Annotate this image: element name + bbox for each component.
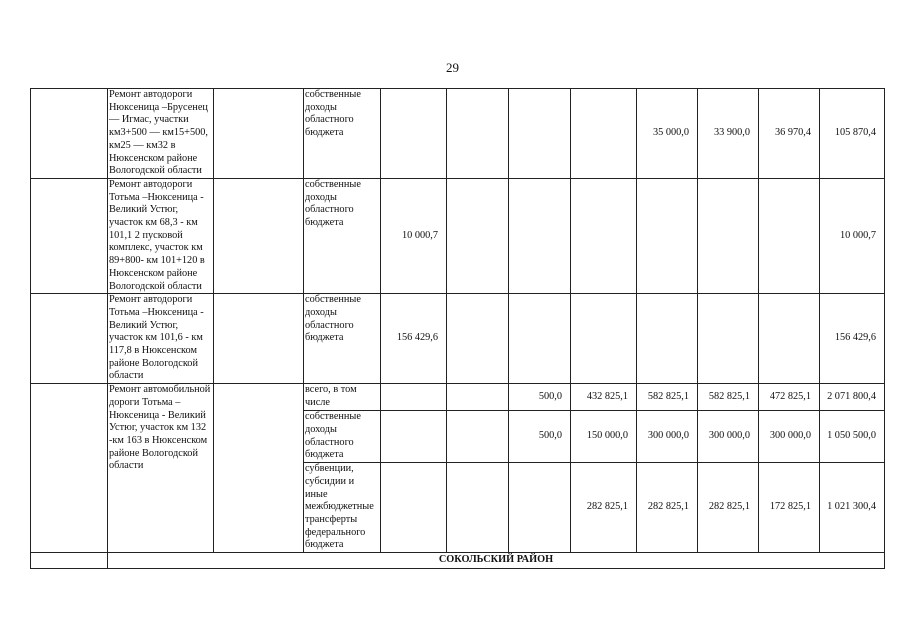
- value-cell: 1 050 500,0: [820, 411, 885, 463]
- object-name-cell: Ремонт автодороги Тотьма –Нюксеница - Великий Устюг, участок км 101,6 - км 117,8 в Нюксенском районе Вологодской области: [108, 294, 214, 384]
- value-cell: 36 970,4: [759, 89, 820, 179]
- funding-source-cell: всего, в том числе: [304, 384, 381, 411]
- value-cell: 582 825,1: [698, 384, 759, 411]
- row-number-cell: [31, 384, 108, 553]
- table-row: [31, 294, 885, 384]
- value-cell: [637, 178, 698, 293]
- value-cell: 500,0: [509, 384, 571, 411]
- value-cell: [509, 178, 571, 293]
- value-cell: 156 429,6: [381, 294, 447, 384]
- value-cell: 300 000,0: [698, 411, 759, 463]
- table-body: [31, 89, 885, 569]
- table-row: [31, 384, 885, 411]
- row-number-cell: [31, 178, 108, 293]
- value-cell: 150 000,0: [571, 411, 637, 463]
- value-cell: [509, 89, 571, 179]
- funding-source-cell: субвенции, субсидии и иные межбюджетные трансферты федерального бюджета: [304, 463, 381, 553]
- funding-source-cell: собственные доходы областного бюджета: [304, 411, 381, 463]
- section-row: [31, 553, 885, 569]
- table-row: [31, 178, 885, 293]
- value-cell: [381, 384, 447, 411]
- value-cell: 172 825,1: [759, 463, 820, 553]
- value-cell: [571, 89, 637, 179]
- value-cell: [571, 294, 637, 384]
- value-cell: 282 825,1: [637, 463, 698, 553]
- value-cell: [447, 89, 509, 179]
- budget-table: [30, 88, 885, 569]
- value-cell: [381, 463, 447, 553]
- empty-cell: [214, 89, 304, 179]
- value-cell: 282 825,1: [698, 463, 759, 553]
- empty-cell: [214, 384, 304, 553]
- value-cell: 1 021 300,4: [820, 463, 885, 553]
- value-cell: [447, 384, 509, 411]
- object-name-cell: Ремонт автодороги Нюксеница –Брусенец — Игмас, участки км3+500 — км15+500, км25 — км32 в Нюксенском районе Вологодской области: [108, 89, 214, 179]
- table-row: [31, 89, 885, 179]
- value-cell: 10 000,7: [381, 178, 447, 293]
- value-cell: 10 000,7: [820, 178, 885, 293]
- value-cell: [698, 294, 759, 384]
- value-cell: 582 825,1: [637, 384, 698, 411]
- value-cell: 105 870,4: [820, 89, 885, 179]
- value-cell: 500,0: [509, 411, 571, 463]
- value-cell: 282 825,1: [571, 463, 637, 553]
- value-cell: [637, 294, 698, 384]
- value-cell: 35 000,0: [637, 89, 698, 179]
- value-cell: [571, 178, 637, 293]
- funding-source-cell: собственные доходы областного бюджета: [304, 294, 381, 384]
- value-cell: 300 000,0: [759, 411, 820, 463]
- value-cell: [381, 89, 447, 179]
- funding-source-cell: собственные доходы областного бюджета: [304, 178, 381, 293]
- row-number-cell: [31, 294, 108, 384]
- section-title: СОКОЛЬСКИЙ РАЙОН: [108, 553, 885, 569]
- value-cell: [447, 411, 509, 463]
- value-cell: 472 825,1: [759, 384, 820, 411]
- funding-source-cell: собственные доходы областного бюджета: [304, 89, 381, 179]
- value-cell: 156 429,6: [820, 294, 885, 384]
- value-cell: 33 900,0: [698, 89, 759, 179]
- page-number: 29: [446, 60, 459, 75]
- value-cell: [698, 178, 759, 293]
- empty-cell: [214, 294, 304, 384]
- value-cell: [759, 294, 820, 384]
- value-cell: 432 825,1: [571, 384, 637, 411]
- value-cell: [447, 178, 509, 293]
- empty-cell: [214, 178, 304, 293]
- value-cell: 2 071 800,4: [820, 384, 885, 411]
- value-cell: [509, 294, 571, 384]
- object-name-cell: Ремонт автодороги Тотьма –Нюксеница - Великий Устюг, участок км 68,3 - км 101,1 2 пусковой комплекс, участок км 89+800- км 101+120 в Нюксенском районе Вологодской области: [108, 178, 214, 293]
- value-cell: [447, 463, 509, 553]
- value-cell: [447, 294, 509, 384]
- value-cell: [381, 411, 447, 463]
- value-cell: [759, 178, 820, 293]
- value-cell: 300 000,0: [637, 411, 698, 463]
- row-number-cell: [31, 89, 108, 179]
- object-name-cell: Ремонт автомобильной дороги Тотьма – Нюксеница - Великий Устюг, участок км 132 -км 163 в Нюксенском районе Вологодской области: [108, 384, 214, 553]
- value-cell: [509, 463, 571, 553]
- row-number-cell: [31, 553, 108, 569]
